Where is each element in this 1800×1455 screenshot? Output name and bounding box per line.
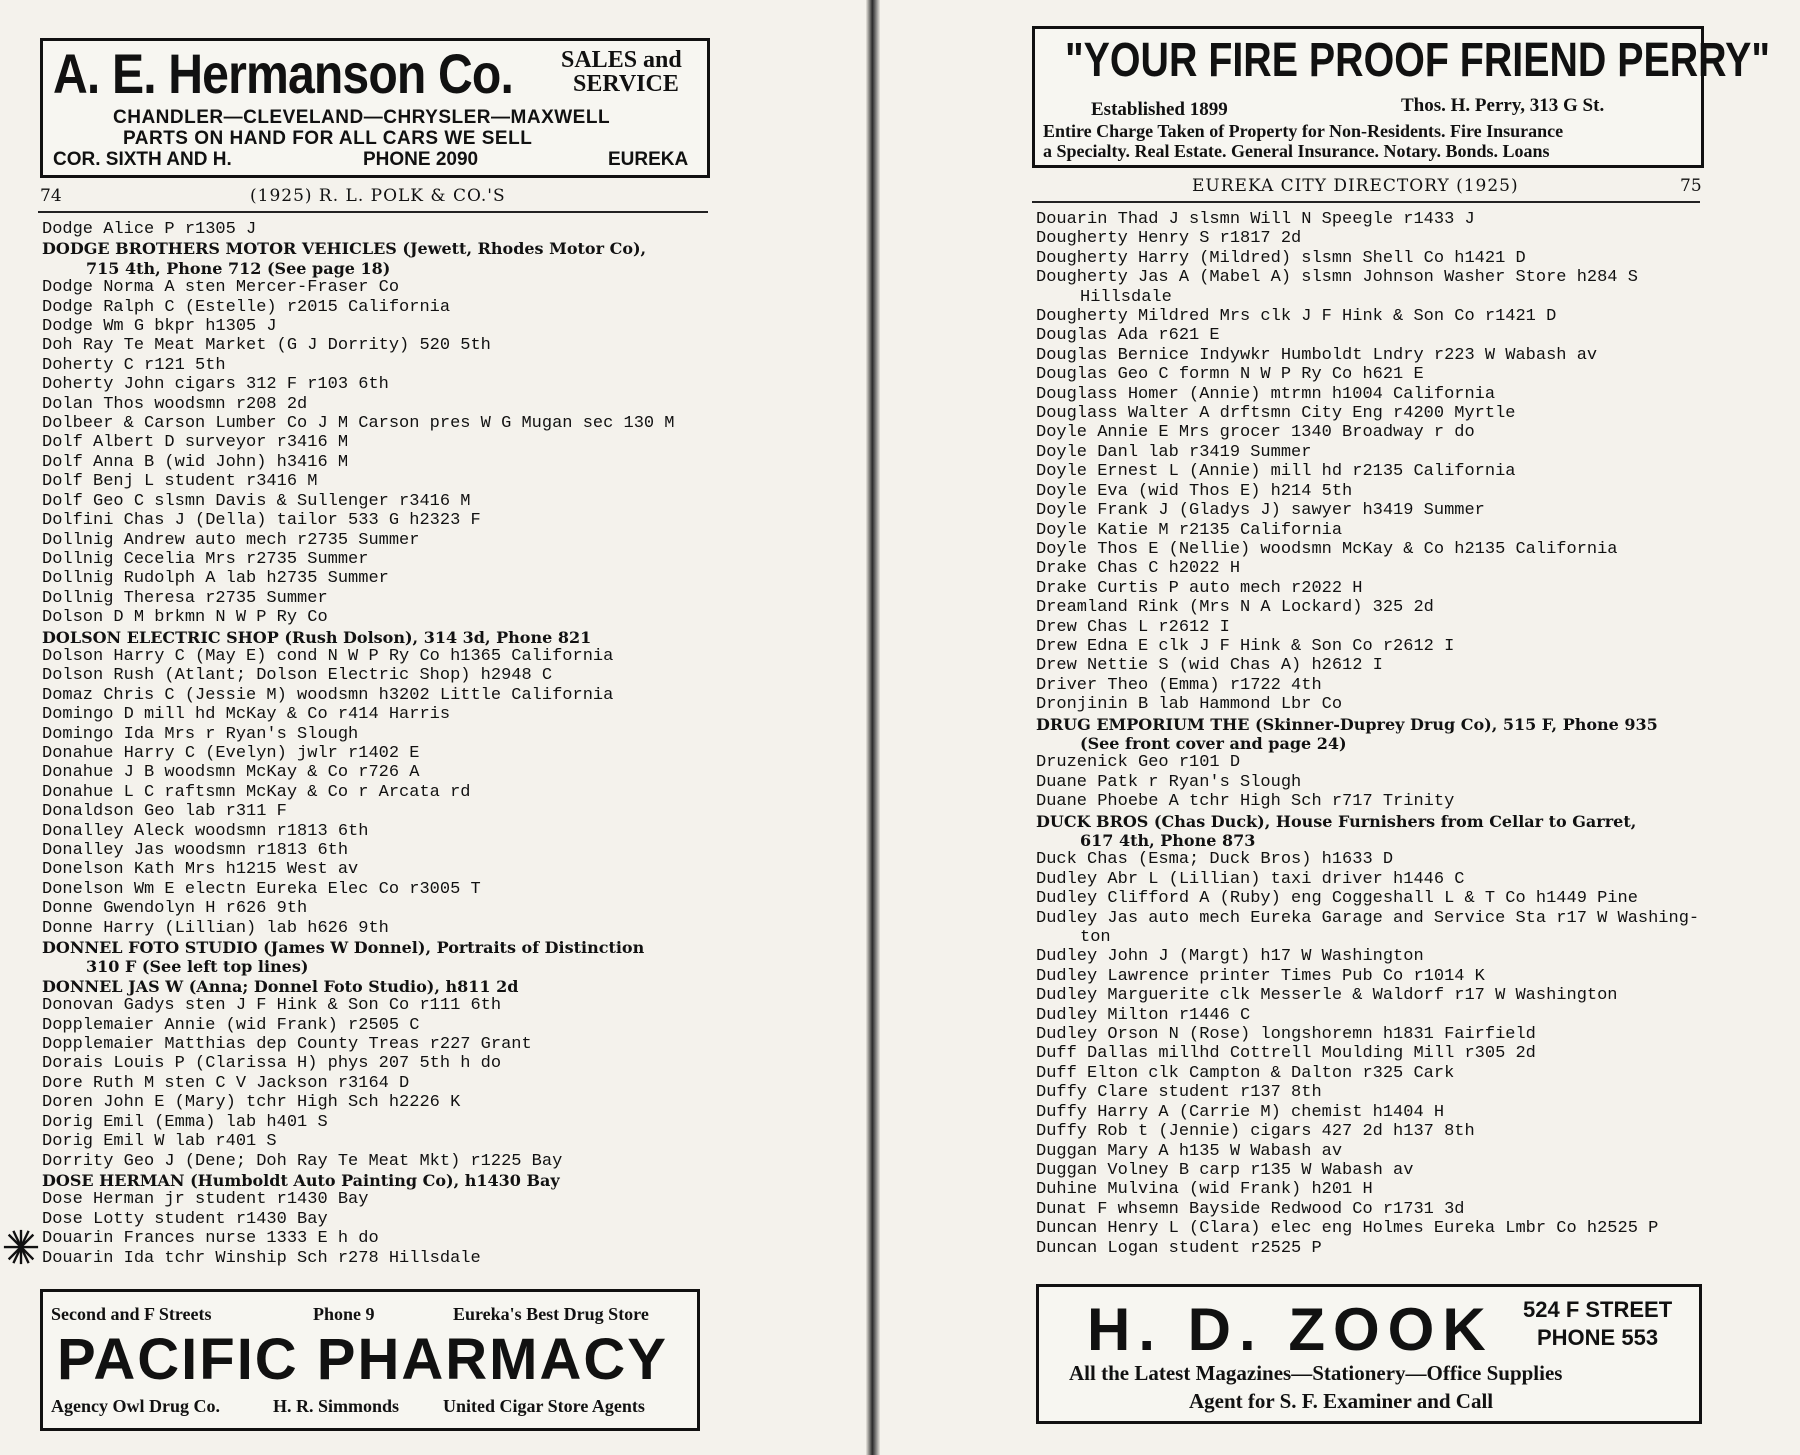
pharmacy-address: Second and F Streets <box>51 1304 212 1324</box>
directory-entry: Duggan Mary A h135 W Wabash av <box>1036 1141 1343 1161</box>
directory-entry: Doh Ray Te Meat Market (G J Dorrity) 520 5th <box>42 336 491 356</box>
directory-list-right <box>1036 210 1776 1258</box>
directory-entry: 310 F (See left top lines) <box>86 957 309 977</box>
directory-entry: Domingo D mill hd McKay & Co r414 Harris <box>42 705 451 725</box>
directory-entry: Duffy Rob t (Jennie) cigars 427 2d h137 8th <box>1036 1122 1475 1142</box>
pharmacy-proprietor: H. R. Simmonds <box>273 1396 400 1416</box>
directory-entry: Domaz Chris C (Jessie M) woodsmn h3202 Little California <box>42 685 614 705</box>
hermanson-address: COR. SIXTH AND H. <box>53 149 232 170</box>
directory-entry: Douglas Geo C formn N W P Ry Co h621 E <box>1036 365 1424 385</box>
perry-ad <box>1032 26 1771 168</box>
perry-established: Established 1899 <box>1091 99 1228 120</box>
directory-entry: Doren John E (Mary) tchr High Sch h2226 K <box>42 1093 461 1113</box>
pharmacy-cigar: United Cigar Store Agents <box>443 1396 645 1416</box>
directory-entry: Dollnig Andrew auto mech r2735 Summer <box>42 530 420 550</box>
header-rule-right <box>1032 201 1700 203</box>
directory-entry: Dodge Norma A sten Mercer-Fraser Co <box>42 278 400 298</box>
directory-entry: Dudley Lawrence printer Times Pub Co r1014 K <box>1036 966 1485 986</box>
perry-line1: Entire Charge Taken of Property for Non-Residents. Fire Insurance <box>1043 121 1564 141</box>
pharmacy-phone: Phone 9 <box>313 1304 375 1324</box>
zook-street: 524 F STREET <box>1523 1297 1673 1322</box>
directory-entry: Dodge Ralph C (Estelle) r2015 California <box>42 297 451 317</box>
page-number-right: 75 <box>1680 176 1702 196</box>
running-head-right: EUREKA CITY DIRECTORY (1925) <box>1192 176 1519 196</box>
directory-entry: Donovan Gadys sten J F Hink & Son Co r111 6th <box>42 996 502 1016</box>
directory-entry: Dolbeer & Carson Lumber Co J M Carson pres W G Mugan sec 130 M <box>42 414 675 434</box>
directory-entry: Dollnig Cecelia Mrs r2735 Summer <box>42 549 369 569</box>
directory-entry: Dudley Clifford A (Ruby) eng Coggeshall L & T Co h1449 Pine <box>1036 889 1638 909</box>
directory-entry: Douarin Frances nurse 1333 E h do <box>42 1229 379 1249</box>
directory-entry: Dolf Anna B (wid John) h3416 M <box>42 452 349 472</box>
directory-entry: Dose Lotty student r1430 Bay <box>42 1209 328 1229</box>
directory-entry: Drew Nettie S (wid Chas A) h2612 I <box>1036 656 1383 676</box>
directory-entry: Drew Edna E clk J F Hink & Son Co r2612 I <box>1036 636 1455 656</box>
directory-entry: Dodge Alice P r1305 J <box>42 220 257 239</box>
directory-entry: Drew Chas L r2612 I <box>1036 617 1230 637</box>
directory-entry: Dollnig Theresa r2735 Summer <box>42 588 328 608</box>
directory-entry: Douglass Homer (Annie) mtrmn h1004 California <box>1036 384 1496 404</box>
directory-entry: Douglass Walter A drftsmn City Eng r4200 Myrtle <box>1036 404 1516 424</box>
zook-line2: Agent for S. F. Examiner and Call <box>1189 1389 1494 1413</box>
directory-entry: Dudley Milton r1446 C <box>1036 1005 1251 1025</box>
zook-ad <box>1036 1284 1702 1424</box>
right-page <box>876 0 1800 1455</box>
running-head-left: (1925) R. L. POLK & CO.'S <box>250 186 506 206</box>
directory-entry: Dorig Emil W lab r401 S <box>42 1132 277 1152</box>
perry-line2: a Specialty. Real Estate. General Insurance. Notary. Bonds. Loans <box>1043 141 1550 161</box>
directory-entry: Doyle Eva (wid Thos E) h214 5th <box>1036 481 1353 501</box>
hermanson-makes: CHANDLER—CLEVELAND—CHRYSLER—MAXWELL <box>113 107 611 128</box>
directory-entry: Doyle Annie E Mrs grocer 1340 Broadway r do <box>1036 423 1475 443</box>
directory-entry: Dolfini Chas J (Della) tailor 533 G h2323 F <box>42 511 481 531</box>
directory-entry: DOLSON ELECTRIC SHOP (Rush Dolson), 314 3d, Phone 821 <box>42 627 592 647</box>
directory-entry: DODGE BROTHERS MOTOR VEHICLES (Jewett, Rhodes Motor Co), <box>42 239 647 259</box>
directory-entry: DRUG EMPORIUM THE (Skinner-Duprey Drug Co), 515 F, Phone 935 <box>1036 714 1658 734</box>
directory-entry: Dronjinin B lab Hammond Lbr Co <box>1036 695 1343 715</box>
directory-entry: Duffy Clare student r137 8th <box>1036 1083 1322 1103</box>
asterisk-mark-icon <box>2 1228 40 1266</box>
directory-entry: Dudley Marguerite clk Messerle & Waldorf r17 W Washington <box>1036 986 1618 1006</box>
directory-entry: 617 4th, Phone 873 <box>1080 831 1256 850</box>
left-page <box>0 0 868 1455</box>
directory-entry: Doyle Thos E (Nellie) woodsmn McKay & Co h2135 California <box>1036 539 1618 559</box>
directory-entry: Dolson Harry C (May E) cond N W P Ry Co h1365 California <box>42 646 614 666</box>
directory-entry: DONNEL JAS W (Anna; Donnel Foto Studio), h811 2d <box>42 976 519 996</box>
hermanson-ad <box>40 38 710 178</box>
directory-entry: Duff Dallas millhd Cottrell Moulding Mill r305 2d <box>1036 1044 1536 1064</box>
directory-entry: Drake Chas C h2022 H <box>1036 559 1241 579</box>
directory-entry: Donahue J B woodsmn McKay & Co r726 A <box>42 763 420 783</box>
zook-name: H. D. ZOOK <box>1087 1296 1494 1363</box>
directory-entry: DONNEL FOTO STUDIO (James W Donnel), Portraits of Distinction <box>42 938 645 958</box>
directory-entry: Donalley Aleck woodsmn r1813 6th <box>42 821 369 841</box>
directory-entry: Dorais Louis P (Clarissa H) phys 207 5th h do <box>42 1054 502 1074</box>
page-number-left: 74 <box>40 186 62 206</box>
directory-entry: Dougherty Jas A (Mabel A) slsmn Johnson Washer Store h284 S <box>1036 268 1638 288</box>
directory-entry: Duck Chas (Esma; Duck Bros) h1633 D <box>1036 850 1394 870</box>
directory-entry: Douarin Thad J slsmn Will N Speegle r1433 J <box>1036 210 1475 229</box>
perry-owner: Thos. H. Perry, 313 G St. <box>1401 95 1605 116</box>
directory-entry: Dollnig Rudolph A lab h2735 Summer <box>42 569 389 589</box>
perry-headline: "YOUR FIRE PROOF FRIEND PERRY" <box>1065 34 1771 87</box>
directory-entry: DUCK BROS (Chas Duck), House Furnishers from Cellar to Garret, <box>1036 811 1637 831</box>
directory-entry: Domingo Ida Mrs r Ryan's Slough <box>42 724 359 744</box>
pharmacy-agency: Agency Owl Drug Co. <box>51 1396 220 1416</box>
directory-entry: Dolf Geo C slsmn Davis & Sullenger r3416 M <box>42 491 471 511</box>
zook-line1: All the Latest Magazines—Stationery—Office Supplies <box>1069 1361 1563 1385</box>
directory-entry: Dunat F whsemn Bayside Redwood Co r1731 3d <box>1036 1199 1465 1219</box>
directory-entry: Drake Curtis P auto mech r2022 H <box>1036 578 1363 598</box>
directory-entry: Dolf Benj L student r3416 M <box>42 472 318 492</box>
directory-entry: Dolan Thos woodsmn r208 2d <box>42 394 308 414</box>
directory-entry: Duff Elton clk Campton & Dalton r325 Cark <box>1036 1063 1455 1083</box>
directory-entry: Dose Herman jr student r1430 Bay <box>42 1190 369 1210</box>
directory-entry: Dolf Albert D surveyor r3416 M <box>42 433 349 453</box>
directory-entry: Dopplemaier Annie (wid Frank) r2505 C <box>42 1015 420 1035</box>
directory-entry: Douglas Ada r621 E <box>1036 326 1220 346</box>
pharmacy-slogan: Eureka's Best Drug Store <box>453 1304 649 1324</box>
directory-entry: Doherty C r121 5th <box>42 355 226 375</box>
hermanson-parts: PARTS ON HAND FOR ALL CARS WE SELL <box>123 128 533 149</box>
directory-entry: (See front cover and page 24) <box>1080 733 1347 753</box>
directory-entry: Donelson Kath Mrs h1215 West av <box>42 860 359 880</box>
directory-entry: Donahue L C raftsmn McKay & Co r Arcata rd <box>42 782 471 802</box>
directory-entry: Doherty John cigars 312 F r103 6th <box>42 375 389 395</box>
directory-entry: Dougherty Mildred Mrs clk J F Hink & Son Co r1421 D <box>1036 307 1557 327</box>
directory-entry: Duhine Mulvina (wid Frank) h201 H <box>1036 1180 1373 1200</box>
directory-entry: Donne Harry (Lillian) lab h626 9th <box>42 918 389 938</box>
directory-entry: Duane Patk r Ryan's Slough <box>1036 772 1302 792</box>
pharmacy-name: PACIFIC PHARMACY <box>57 1327 668 1392</box>
directory-entry: Dopplemaier Matthias dep County Treas r227 Grant <box>42 1035 532 1055</box>
directory-entry: Dorrity Geo J (Dene; Doh Ray Te Meat Mkt) r1225 Bay <box>42 1151 563 1171</box>
hermanson-service: SERVICE <box>573 71 679 97</box>
directory-entry: Douglas Bernice Indywkr Humboldt Lndry r223 W Wabash av <box>1036 345 1598 365</box>
directory-entry: Driver Theo (Emma) r1722 4th <box>1036 675 1322 695</box>
directory-entry: Dudley John J (Margt) h17 W Washington <box>1036 947 1424 967</box>
directory-entry: Dougherty Harry (Mildred) slsmn Shell Co h1421 D <box>1036 248 1526 268</box>
hermanson-phone: PHONE 2090 <box>363 149 479 170</box>
directory-entry: Doyle Danl lab r3419 Summer <box>1036 442 1312 462</box>
directory-entry: Dudley Orson N (Rose) longshoremn h1831 Fairfield <box>1036 1025 1536 1045</box>
hermanson-sales: SALES and <box>561 47 682 73</box>
directory-entry: Duffy Harry A (Carrie M) chemist h1404 H <box>1036 1102 1445 1122</box>
directory-entry: Dougherty Henry S r1817 2d <box>1036 229 1302 249</box>
directory-entry: Donne Gwendolyn H r626 9th <box>42 899 308 919</box>
directory-entry: Dreamland Rink (Mrs N A Lockard) 325 2d <box>1036 598 1434 618</box>
directory-entry: Hillsdale <box>1080 287 1172 307</box>
directory-entry: Druzenick Geo r101 D <box>1036 753 1241 773</box>
directory-list-left <box>42 220 862 1268</box>
directory-entry: Dudley Jas auto mech Eureka Garage and Service Sta r17 W Washing- <box>1036 908 1700 928</box>
directory-entry: Dolson D M brkmn N W P Ry Co <box>42 608 328 628</box>
directory-entry: Dolson Rush (Atlant; Dolson Electric Shop) h2948 C <box>42 666 553 686</box>
directory-entry: Donaldson Geo lab r311 F <box>42 802 287 822</box>
pacific-pharmacy-ad <box>40 1289 700 1431</box>
directory-entry: Dorig Emil (Emma) lab h401 S <box>42 1112 328 1132</box>
directory-entry: Duane Phoebe A tchr High Sch r717 Trinity <box>1036 792 1455 812</box>
directory-entry: Donelson Wm E electn Eureka Elec Co r3005 T <box>42 879 481 899</box>
directory-entry: Duggan Volney B carp r135 W Wabash av <box>1036 1160 1414 1180</box>
directory-entry: Dodge Wm G bkpr h1305 J <box>42 317 277 337</box>
directory-entry: Dudley Abr L (Lillian) taxi driver h1446 C <box>1036 869 1465 889</box>
zook-phone: PHONE 553 <box>1537 1325 1659 1350</box>
directory-entry: Doyle Ernest L (Annie) mill hd r2135 California <box>1036 462 1516 482</box>
hermanson-name: A. E. Hermanson Co. <box>53 42 513 105</box>
directory-entry: Duncan Henry L (Clara) elec eng Holmes Eureka Lmbr Co h2525 P <box>1036 1219 1659 1239</box>
directory-entry: Duncan Logan student r2525 P <box>1036 1238 1322 1258</box>
directory-entry: 715 4th, Phone 712 (See page 18) <box>86 258 391 278</box>
directory-entry: DOSE HERMAN (Humboldt Auto Painting Co), h1430 Bay <box>42 1170 560 1190</box>
directory-entry: Donalley Jas woodsmn r1813 6th <box>42 841 349 860</box>
directory-entry: Donahue Harry C (Evelyn) jwlr r1402 E <box>42 743 420 763</box>
header-rule-left <box>38 211 708 213</box>
directory-entry: Dore Ruth M sten C V Jackson r3164 D <box>42 1073 410 1093</box>
directory-entry: Douarin Ida tchr Winship Sch r278 Hillsdale <box>42 1248 481 1268</box>
hermanson-city: EUREKA <box>608 149 689 170</box>
directory-entry: ton <box>1080 928 1111 948</box>
directory-entry: Doyle Katie M r2135 California <box>1036 520 1343 540</box>
directory-entry: Doyle Frank J (Gladys J) sawyer h3419 Summer <box>1036 501 1485 521</box>
